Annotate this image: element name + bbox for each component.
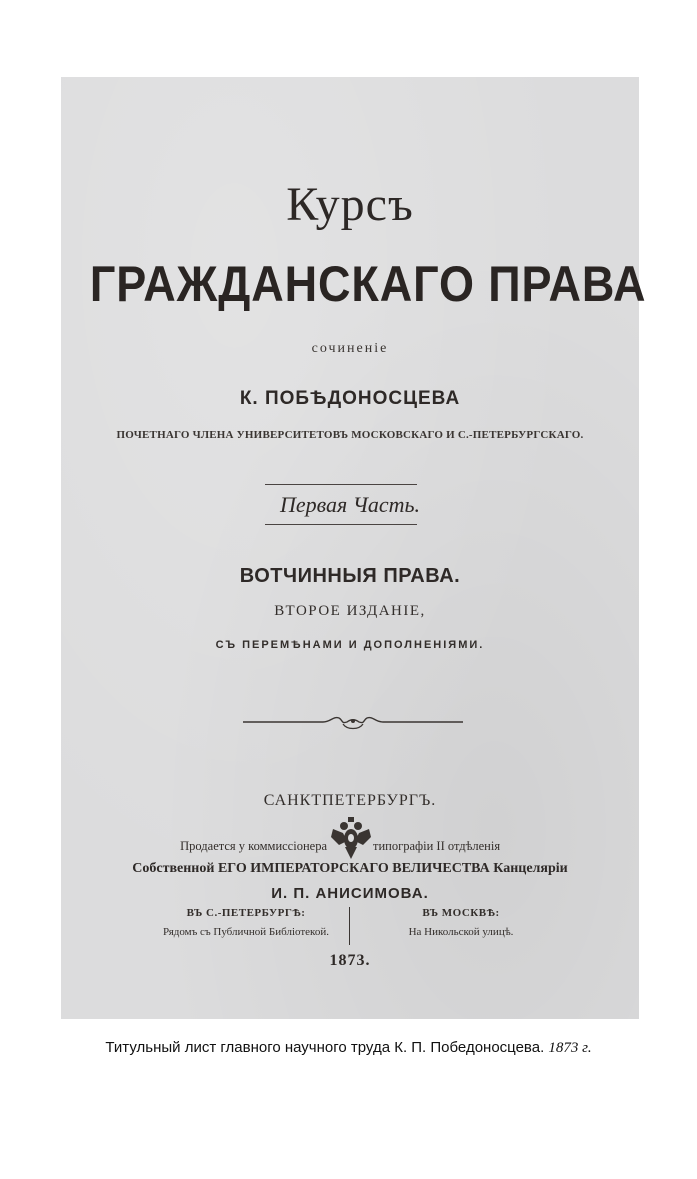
imperial-eagle-icon: [329, 815, 373, 861]
city-label: САНКТПЕТЕРБУРГЪ.: [263, 792, 437, 809]
chancery-line: Собственной ЕГО ИМПЕРАТОРСКАГО ВЕЛИЧЕСТВА Канцеляріи: [132, 861, 568, 876]
publication-year: 1873.: [329, 952, 371, 969]
part-label: Первая Часть.: [279, 492, 421, 517]
sold-right: типографіи II отдѣленія: [373, 839, 501, 853]
ornament-divider-icon: [243, 710, 463, 734]
title-page-photo: [61, 77, 647, 1019]
caption-text: Титульный лист главного научного труда К. П. Победоносцева.: [105, 1039, 545, 1056]
subtitle-sochinenie: сочиненіе: [311, 341, 389, 356]
section-title: ВОТЧИННЫЯ ПРАВА.: [239, 565, 461, 587]
address-divider: [349, 907, 350, 945]
author-title: ПОЧЕТНАГО ЧЛЕНА УНИВЕРСИТЕТОВЪ МОСКОВСКАГО И С.-ПЕТЕРБУРГСКАГО.: [116, 429, 584, 441]
bottom-rule: [265, 524, 417, 525]
sold-by-line: [61, 839, 639, 854]
address-petersburg: [146, 907, 346, 938]
title-kurs: Курсъ: [286, 178, 414, 231]
caption-year: 1873 г.: [548, 1040, 592, 1056]
edition-label: ВТОРОЕ ИЗДАНІЕ,: [274, 603, 426, 619]
address-moscow: [361, 907, 561, 938]
address-petersburg-street: Рядомъ съ Публичной Библіотекой.: [163, 926, 329, 938]
sold-left: Продается у коммиссіонера: [180, 839, 327, 853]
author-name: К. ПОБѢДОНОСЦЕВА: [239, 388, 461, 409]
edition-note: СЪ ПЕРЕМѢНАМИ И ДОПОЛНЕНІЯМИ.: [215, 639, 485, 651]
address-moscow-street: На Никольской улицѣ.: [408, 926, 514, 938]
address-moscow-city: ВЪ МОСКВѢ:: [422, 907, 500, 919]
title-main: ГРАЖДАНСКАГО ПРАВА: [89, 256, 647, 312]
figure-caption: [0, 1039, 697, 1057]
address-petersburg-city: ВЪ С.-ПЕТЕРБУРГѢ:: [186, 907, 306, 919]
publisher-name: И. П. АНИСИМОВА.: [271, 885, 429, 902]
top-rule: [265, 484, 417, 485]
